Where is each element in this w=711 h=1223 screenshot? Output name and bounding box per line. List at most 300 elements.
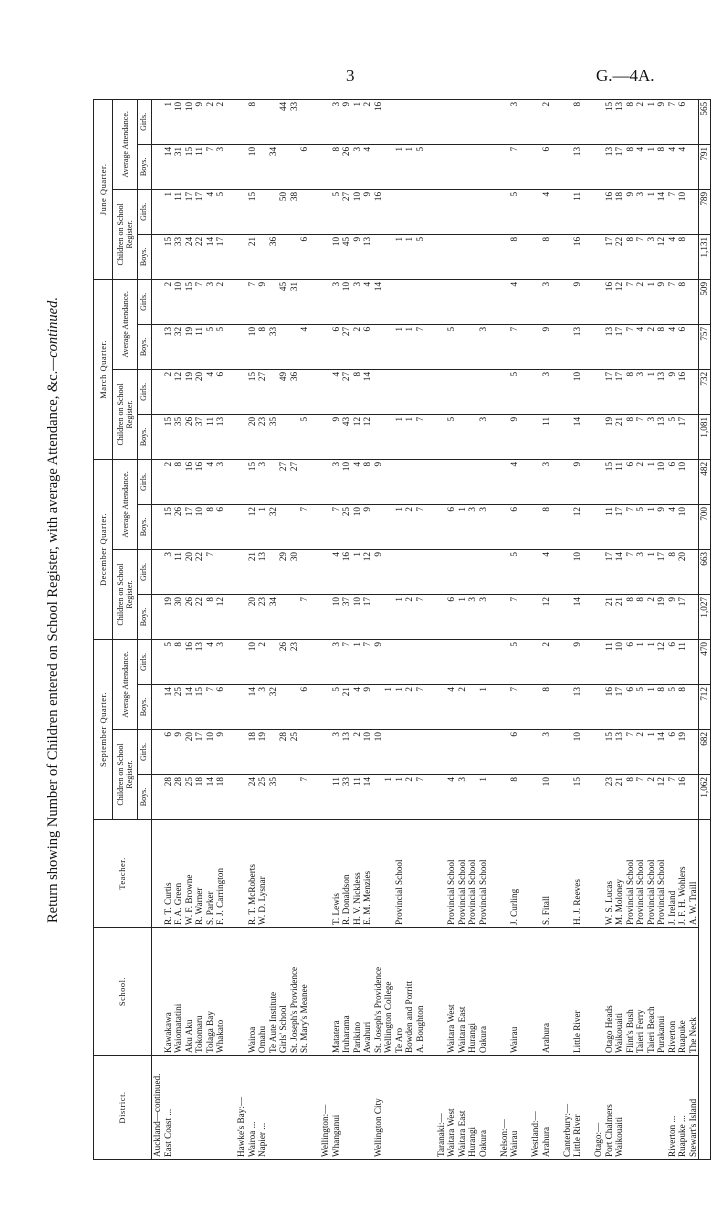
spacer-row — [425, 99, 436, 1159]
value-cell: 1 — [394, 324, 405, 369]
value-cell — [499, 775, 510, 820]
value-cell: 25 — [173, 685, 184, 730]
value-cell: 5 — [667, 414, 678, 459]
value-cell: 4 — [205, 369, 216, 414]
value-cell: 17 — [194, 730, 205, 775]
value-cell: 14 — [614, 549, 625, 594]
spacer-cell — [488, 775, 499, 820]
value-cell: 1 — [394, 775, 405, 820]
spacer-cell — [583, 234, 594, 279]
spacer-cell — [488, 189, 499, 234]
school-cell: Taieri Beach — [646, 928, 657, 1056]
value-cell: 7 — [205, 144, 216, 189]
value-cell: 12 — [215, 594, 226, 639]
value-cell — [152, 144, 163, 189]
spacer-cell — [425, 279, 436, 324]
value-cell: 11 — [677, 639, 688, 684]
value-cell — [436, 730, 447, 775]
table-row — [331, 99, 342, 1159]
district-cell: Little River — [572, 1056, 583, 1160]
spacer-cell — [551, 234, 562, 279]
value-cell: 17 — [362, 594, 373, 639]
value-cell: 5 — [163, 639, 174, 684]
value-cell: 9 — [509, 414, 520, 459]
value-cell — [394, 99, 405, 144]
value-cell: 5 — [415, 144, 426, 189]
value-cell — [320, 594, 331, 639]
value-cell — [373, 144, 384, 189]
value-cell: 1 — [352, 549, 363, 594]
value-cell — [152, 189, 163, 234]
value-cell — [467, 324, 478, 369]
table-row — [530, 99, 541, 1159]
value-cell: 10 — [247, 639, 258, 684]
table-row — [478, 99, 489, 1159]
district-cell: Waitara West — [446, 1056, 457, 1160]
spacer-cell — [226, 99, 237, 144]
value-cell: 7 — [509, 324, 520, 369]
value-cell: 1 — [394, 144, 405, 189]
spacer-cell — [226, 369, 237, 414]
value-cell: 15 — [604, 459, 615, 504]
value-cell — [152, 279, 163, 324]
value-cell — [373, 324, 384, 369]
value-cell — [457, 730, 468, 775]
girls-header: Girls. — [138, 99, 152, 144]
table-row — [667, 99, 678, 1159]
boys-header: Boys. — [138, 775, 152, 820]
spacer-cell — [425, 820, 436, 928]
table-row — [625, 99, 636, 1159]
girls-header: Girls. — [138, 189, 152, 234]
value-cell: 8 — [667, 549, 678, 594]
school-cell: Tokomaru — [194, 928, 205, 1056]
district-cell — [383, 1056, 394, 1160]
value-cell: 11 — [572, 189, 583, 234]
quarter-header: March Quarter. — [94, 279, 113, 459]
teacher-cell: Provincial School — [656, 820, 667, 928]
return-title — [45, 60, 62, 1160]
value-cell — [436, 144, 447, 189]
value-cell — [394, 279, 405, 324]
value-cell: 7 — [415, 685, 426, 730]
value-cell: 10 — [352, 189, 363, 234]
value-cell: 5 — [635, 504, 646, 549]
value-cell: 8 — [173, 459, 184, 504]
value-cell: 27 — [341, 189, 352, 234]
value-cell — [404, 549, 415, 594]
value-cell: 9 — [373, 549, 384, 594]
girls-header: Girls. — [138, 369, 152, 414]
value-cell: 14 — [362, 775, 373, 820]
value-cell — [688, 99, 699, 144]
value-cell: 9 — [667, 594, 678, 639]
teacher-cell: J. Ireland — [667, 820, 678, 928]
register-header: Children on School Register. — [113, 189, 138, 279]
value-cell — [562, 144, 573, 189]
spacer-cell — [425, 639, 436, 684]
value-cell — [320, 730, 331, 775]
value-cell: 5 — [299, 414, 310, 459]
value-cell: 1 — [646, 549, 657, 594]
value-cell — [436, 775, 447, 820]
value-cell: 45 — [341, 234, 352, 279]
teacher-cell: A. W. Traill — [688, 820, 699, 928]
district-cell — [415, 1056, 426, 1160]
table-row — [457, 99, 468, 1159]
value-cell: 17 — [677, 414, 688, 459]
value-cell — [320, 189, 331, 234]
school-cell — [562, 928, 573, 1056]
value-cell: 9 — [362, 685, 373, 730]
spacer-cell — [310, 279, 321, 324]
value-cell: 3 — [331, 459, 342, 504]
spacer-cell — [488, 369, 499, 414]
value-cell — [593, 189, 604, 234]
value-cell: 26 — [278, 639, 289, 684]
spacer-cell — [488, 928, 499, 1056]
value-cell: 7 — [415, 594, 426, 639]
district-cell: Riverton ... — [667, 1056, 678, 1160]
value-cell: 26 — [184, 414, 195, 459]
school-cell: Awahuri — [362, 928, 373, 1056]
value-cell — [320, 549, 331, 594]
page-number: 3 — [346, 66, 355, 85]
value-cell — [436, 324, 447, 369]
value-cell: 22 — [194, 234, 205, 279]
value-cell: 8 — [635, 594, 646, 639]
school-cell: Riverton — [667, 928, 678, 1056]
value-cell: 15 — [163, 504, 174, 549]
value-cell: 11 — [331, 775, 342, 820]
teacher-cell: R. Warner — [194, 820, 205, 928]
quarter-header: June Quarter. — [94, 99, 113, 279]
value-cell — [499, 189, 510, 234]
value-cell: 10 — [331, 234, 342, 279]
spacer-cell — [226, 820, 237, 928]
value-cell — [467, 369, 478, 414]
table-row — [467, 99, 478, 1159]
value-cell: 9 — [215, 730, 226, 775]
value-cell: 6 — [625, 459, 636, 504]
value-cell — [457, 144, 468, 189]
district-cell: Waitara East — [457, 1056, 468, 1160]
value-cell: 26 — [184, 594, 195, 639]
teacher-cell: W. F. Browne — [184, 820, 195, 928]
spacer-cell — [488, 685, 499, 730]
value-cell — [289, 775, 300, 820]
value-cell: 7 — [667, 279, 678, 324]
value-cell: 10 — [572, 730, 583, 775]
value-cell — [299, 279, 310, 324]
value-cell: 14 — [163, 685, 174, 730]
spacer-cell — [551, 549, 562, 594]
spacer-cell — [488, 459, 499, 504]
table-row — [562, 99, 573, 1159]
value-cell: 9 — [194, 99, 205, 144]
spacer-cell — [226, 730, 237, 775]
spacer-cell — [226, 639, 237, 684]
table-row — [677, 99, 688, 1159]
spacer-cell — [551, 730, 562, 775]
totals-row — [699, 99, 711, 1159]
value-cell — [404, 369, 415, 414]
spacer-cell — [520, 414, 531, 459]
district-cell — [646, 1056, 657, 1160]
value-cell: 3 — [205, 279, 216, 324]
table-row — [152, 99, 163, 1159]
district-cell: Otago:— — [593, 1056, 604, 1160]
spacer-cell — [425, 685, 436, 730]
value-cell — [467, 279, 478, 324]
teacher-cell: R. T. McRoberts — [247, 820, 258, 928]
value-cell — [373, 594, 384, 639]
school-cell — [152, 928, 163, 1056]
value-cell — [530, 99, 541, 144]
value-cell: 8 — [625, 144, 636, 189]
value-cell — [404, 639, 415, 684]
spacer-cell — [488, 639, 499, 684]
value-cell: 7 — [331, 504, 342, 549]
spacer-cell — [551, 820, 562, 928]
value-cell: 5 — [635, 685, 646, 730]
value-cell: 8 — [205, 594, 216, 639]
value-cell: 7 — [635, 234, 646, 279]
value-cell: 22 — [614, 234, 625, 279]
district-cell: Ruapuke ... — [677, 1056, 688, 1160]
value-cell: 7 — [635, 414, 646, 459]
value-cell: 7 — [667, 189, 678, 234]
district-cell: Hurangi — [467, 1056, 478, 1160]
spacer-cell — [310, 189, 321, 234]
value-cell — [415, 189, 426, 234]
value-cell: 12 — [656, 639, 667, 684]
total-cell: 482 — [699, 459, 711, 504]
value-cell — [289, 504, 300, 549]
total-cell: 1,081 — [699, 414, 711, 459]
district-cell — [278, 1056, 289, 1160]
value-cell — [688, 685, 699, 730]
value-cell — [499, 279, 510, 324]
value-cell — [236, 459, 247, 504]
value-cell: 8 — [625, 234, 636, 279]
value-cell — [236, 775, 247, 820]
value-cell: 1 — [404, 144, 415, 189]
value-cell: 9 — [572, 279, 583, 324]
value-cell: 10 — [247, 324, 258, 369]
spacer-cell — [583, 189, 594, 234]
value-cell: 49 — [278, 369, 289, 414]
value-cell: 14 — [656, 189, 667, 234]
value-cell — [152, 234, 163, 279]
value-cell: 31 — [173, 144, 184, 189]
value-cell — [688, 730, 699, 775]
value-cell: 3 — [509, 99, 520, 144]
value-cell: 15 — [247, 189, 258, 234]
value-cell — [299, 189, 310, 234]
spacer-cell — [551, 639, 562, 684]
value-cell: 11 — [614, 459, 625, 504]
value-cell: 22 — [194, 549, 205, 594]
school-cell: Bowden and Porritt — [404, 928, 415, 1056]
value-cell: 3 — [478, 414, 489, 459]
value-cell — [530, 414, 541, 459]
value-cell — [236, 730, 247, 775]
value-cell — [446, 549, 457, 594]
spacer-cell — [310, 549, 321, 594]
spacer-cell — [226, 414, 237, 459]
table-row — [362, 99, 373, 1159]
value-cell: 8 — [572, 99, 583, 144]
spacer-cell — [310, 1056, 321, 1160]
district-cell — [268, 1056, 279, 1160]
value-cell — [446, 639, 457, 684]
value-cell: 6 — [299, 234, 310, 279]
value-cell — [593, 234, 604, 279]
table-row — [215, 99, 226, 1159]
value-cell — [236, 504, 247, 549]
school-cell: Aku Aku — [184, 928, 195, 1056]
value-cell: 2 — [635, 459, 646, 504]
value-cell — [467, 730, 478, 775]
value-cell: 21 — [614, 775, 625, 820]
value-cell: 14 — [184, 685, 195, 730]
value-cell: 14 — [247, 685, 258, 730]
school-cell: Girls' School — [278, 928, 289, 1056]
value-cell: 8 — [541, 504, 552, 549]
table-row — [205, 99, 216, 1159]
value-cell — [593, 730, 604, 775]
value-cell — [436, 99, 447, 144]
value-cell: 12 — [614, 279, 625, 324]
school-cell: A. Boughton — [415, 928, 426, 1056]
value-cell — [299, 99, 310, 144]
value-cell: 6 — [362, 324, 373, 369]
school-cell — [436, 928, 447, 1056]
boys-header: Boys. — [138, 414, 152, 459]
value-cell: 32 — [268, 685, 279, 730]
school-cell: Te Aute Institute — [268, 928, 279, 1056]
value-cell — [593, 775, 604, 820]
value-cell: 13 — [572, 324, 583, 369]
value-cell: 7 — [205, 685, 216, 730]
district-cell — [215, 1056, 226, 1160]
spacer-cell — [520, 279, 531, 324]
value-cell: 8 — [352, 369, 363, 414]
value-cell: 21 — [247, 234, 258, 279]
boys-header: Boys. — [138, 144, 152, 189]
teacher-cell: R. Donaldson — [341, 820, 352, 928]
value-cell — [467, 549, 478, 594]
school-cell: Waikouaiti — [614, 928, 625, 1056]
value-cell — [562, 639, 573, 684]
value-cell: 4 — [635, 324, 646, 369]
value-cell — [236, 414, 247, 459]
value-cell: 15 — [184, 279, 195, 324]
spacer-cell — [425, 775, 436, 820]
value-cell: 1 — [383, 685, 394, 730]
table-row — [173, 99, 184, 1159]
value-cell: 27 — [289, 459, 300, 504]
attendance-header: Average Attendance. — [113, 279, 138, 369]
value-cell — [299, 639, 310, 684]
value-cell: 2 — [163, 279, 174, 324]
value-cell — [457, 99, 468, 144]
table-row — [415, 99, 426, 1159]
value-cell: 23 — [257, 594, 268, 639]
value-cell: 8 — [257, 324, 268, 369]
value-cell — [268, 639, 279, 684]
value-cell — [446, 99, 457, 144]
spacer-cell — [488, 324, 499, 369]
value-cell: 6 — [667, 730, 678, 775]
value-cell — [152, 504, 163, 549]
spacer-cell — [488, 820, 499, 928]
value-cell: 12 — [352, 414, 363, 459]
spacer-cell — [520, 730, 531, 775]
spacer-cell — [425, 324, 436, 369]
district-cell — [352, 1056, 363, 1160]
value-cell — [383, 594, 394, 639]
value-cell: 20 — [184, 549, 195, 594]
spacer-cell — [425, 189, 436, 234]
value-cell — [236, 594, 247, 639]
spacer-row — [488, 99, 499, 1159]
value-cell — [467, 99, 478, 144]
value-cell: 13 — [604, 144, 615, 189]
value-cell — [688, 459, 699, 504]
value-cell: 5 — [415, 234, 426, 279]
teacher-cell — [373, 820, 384, 928]
value-cell: 29 — [278, 549, 289, 594]
spacer-cell — [310, 369, 321, 414]
value-cell — [289, 685, 300, 730]
school-cell: Arahura — [541, 928, 552, 1056]
value-cell — [446, 369, 457, 414]
value-cell — [530, 279, 541, 324]
value-cell: 10 — [341, 279, 352, 324]
school-cell: Hurangi — [467, 928, 478, 1056]
value-cell: 33 — [173, 234, 184, 279]
school-cell — [530, 928, 541, 1056]
value-cell: 3 — [331, 730, 342, 775]
teacher-cell — [404, 820, 415, 928]
value-cell: 21 — [247, 549, 258, 594]
value-cell: 10 — [677, 189, 688, 234]
value-cell: 3 — [215, 459, 226, 504]
spacer-cell — [310, 414, 321, 459]
value-cell: 12 — [362, 549, 373, 594]
table-row — [436, 99, 447, 1159]
value-cell — [152, 99, 163, 144]
spacer-cell — [226, 685, 237, 730]
value-cell: 1 — [478, 685, 489, 730]
value-cell — [688, 414, 699, 459]
value-cell: 10 — [173, 279, 184, 324]
value-cell: 3 — [257, 685, 268, 730]
value-cell: 5 — [446, 414, 457, 459]
value-cell — [320, 639, 331, 684]
district-cell: Waikouaiti — [614, 1056, 625, 1160]
value-cell: 37 — [341, 594, 352, 639]
value-cell: 16 — [194, 459, 205, 504]
value-cell: 18 — [194, 775, 205, 820]
value-cell: 30 — [289, 549, 300, 594]
spacer-row — [520, 99, 531, 1159]
district-cell — [173, 1056, 184, 1160]
value-cell: 6 — [215, 685, 226, 730]
teacher-cell: H. J. Reeves — [572, 820, 583, 928]
